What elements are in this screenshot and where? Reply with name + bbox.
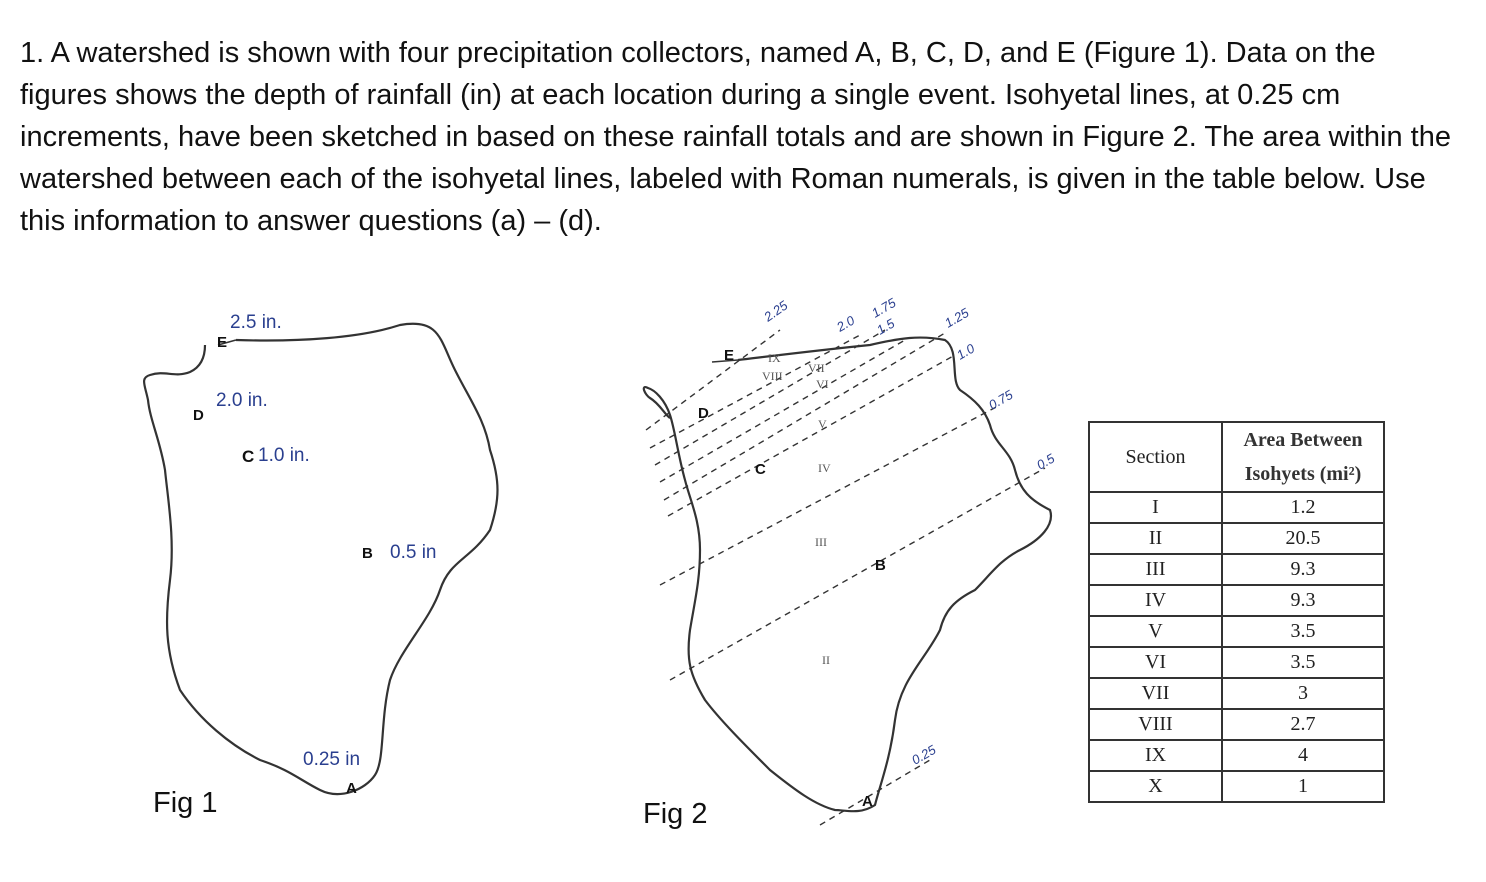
isohyet-label-1.0: 1.0 [954, 340, 978, 363]
section-cell: VI [1089, 647, 1222, 678]
fig1-gauge-e-letter: E [217, 334, 228, 351]
section-cell: IX [1089, 740, 1222, 771]
section-cell: V [1089, 616, 1222, 647]
fig1-gauge-a-letter: A [346, 780, 357, 797]
table-row [1089, 647, 1384, 678]
fig1-gauge-b-value: 0.5 in [390, 542, 437, 563]
table-row [1089, 554, 1384, 585]
table-row [1089, 616, 1384, 647]
section-label-viii: VIII [762, 369, 783, 383]
table-row [1089, 492, 1384, 523]
table-row [1089, 523, 1384, 554]
isohyet-label-0.75: 0.75 [986, 386, 1016, 413]
fig2-gauge-c-letter: C [755, 461, 766, 478]
area-cell: 4 [1222, 740, 1384, 771]
area-cell: 3.5 [1222, 647, 1384, 678]
fig2-gauge-e-letter: E [724, 347, 735, 364]
isohyet-label-0.25: 0.25 [909, 741, 939, 768]
section-label-vii: VII [808, 361, 825, 375]
isohyet-label-1.75: 1.75 [869, 294, 899, 321]
fig1-gauge-d-letter: D [193, 407, 204, 424]
section-cell: III [1089, 554, 1222, 585]
fig1-caption: Fig 1 [153, 787, 218, 819]
section-label-vi: VI [816, 377, 829, 391]
isohyet-0.25 [820, 760, 930, 825]
section-label-ii: II [822, 653, 830, 667]
fig1-gauge-c-value: 1.0 in. [258, 445, 310, 466]
table-row [1089, 678, 1384, 709]
table-row [1089, 771, 1384, 802]
isohyet-area-table [1088, 421, 1385, 803]
question-text: 1. A watershed is shown with four precipitation collectors, named A, B, C, D, and E (Figure 1). Data on the figures shows the depth of rainfall (in) at each location during a single event. Isohyetal lines, at 0.25 cm increments, have been sketched in based on these rainfall totals and are shown in Figure 2. The area within the watershed between each of the isohyetal lines, labeled with Roman numerals, is given in the table below. Use this information to answer questions (a) – (d). [20, 37, 1451, 237]
header-section-label: Section [1125, 445, 1186, 468]
area-cell: 9.3 [1222, 554, 1384, 585]
area-cell: 2.7 [1222, 709, 1384, 740]
fig1-gauge-b-letter: B [362, 545, 373, 562]
isohyet-label-1.5: 1.5 [874, 315, 898, 338]
isohyet-label-2.25: 2.25 [761, 297, 791, 325]
fig1-watershed-boundary [144, 324, 497, 794]
table-row [1089, 740, 1384, 771]
section-label-iv: IV [818, 461, 831, 475]
isohyet-1.5 [660, 340, 905, 482]
table-row [1089, 709, 1384, 740]
isohyet-label-0.5: 0.5 [1034, 450, 1058, 473]
area-cell: 20.5 [1222, 523, 1384, 554]
area-cell: 9.3 [1222, 585, 1384, 616]
table-body [1089, 492, 1384, 802]
section-cell: I [1089, 492, 1222, 523]
isohyet-0.75 [660, 405, 1000, 585]
fig2-gauge-d-letter: D [698, 405, 709, 422]
section-cell: X [1089, 771, 1222, 802]
header-area-line1: Area Between [1243, 429, 1363, 451]
section-cell: VII [1089, 678, 1222, 709]
table-row [1089, 585, 1384, 616]
isohyet-label-1.25: 1.25 [942, 304, 972, 331]
isohyet-1.0 [668, 355, 955, 516]
header-area [1222, 422, 1384, 492]
fig2-gauge-a-letter: A [862, 793, 873, 810]
fig2-gauge-b-letter: B [875, 557, 886, 574]
area-cell: 1 [1222, 771, 1384, 802]
isohyet-label-2.0: 2.0 [834, 312, 858, 335]
fig1-watershed [144, 324, 497, 794]
section-cell: II [1089, 523, 1222, 554]
area-cell: 1.2 [1222, 492, 1384, 523]
isohyet-2.25 [646, 330, 780, 430]
fig1-gauge-c-letter: C [242, 447, 255, 466]
isohyet-2.0 [650, 335, 860, 448]
section-label-iii: III [815, 535, 827, 549]
header-section [1089, 422, 1222, 492]
fig1-gauge-a-value: 0.25 in [303, 749, 361, 770]
header-area-line2: Isohyets (mi²) [1244, 463, 1362, 485]
table-header-row [1089, 422, 1384, 492]
section-label-ix: IX [768, 351, 781, 365]
section-cell: IV [1089, 585, 1222, 616]
section-label-v: V [818, 417, 827, 431]
area-cell: 3.5 [1222, 616, 1384, 647]
fig2-caption: Fig 2 [643, 798, 708, 830]
fig1-gauge-d-value: 2.0 in. [216, 390, 268, 411]
area-cell: 3 [1222, 678, 1384, 709]
section-cell: VIII [1089, 709, 1222, 740]
fig1-gauge-e-value: 2.5 in. [230, 312, 282, 333]
